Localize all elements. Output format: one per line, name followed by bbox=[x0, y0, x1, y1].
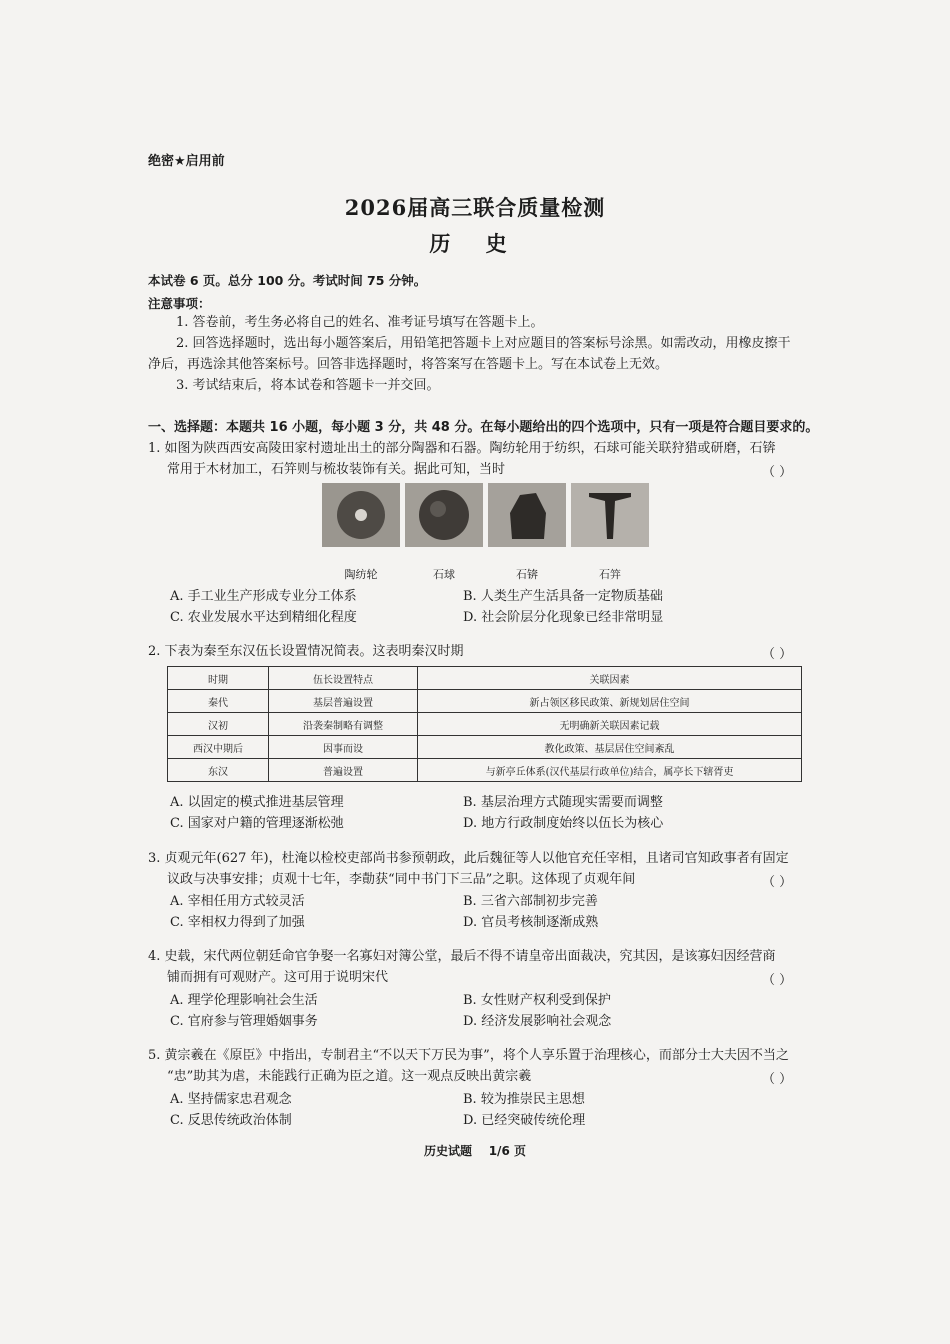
caption-stone-adze: 石锛 bbox=[516, 568, 538, 581]
q3-option-b[interactable]: B. 三省六部制初步完善 bbox=[463, 894, 598, 909]
q1-answer-blank[interactable]: （ ） bbox=[762, 465, 793, 480]
q1-stem-line2: 常用于木材加工，石笄则与梳妆装饰有关。据此可知，当时 bbox=[167, 462, 506, 477]
q5-option-c[interactable]: C. 反思传统政治体制 bbox=[170, 1113, 292, 1128]
q3-stem-line1: 3. 贞观元年(627 年)，杜淹以检校吏部尚书参预朝政，此后魏征等人以他官充任宰相，且诸司官知政事者有固定 bbox=[148, 851, 789, 866]
q1-option-b[interactable]: B. 人类生产生活具备一定物质基础 bbox=[463, 589, 663, 604]
table-header-cell: 关联因素 bbox=[418, 667, 802, 690]
q4-answer-blank[interactable]: （ ） bbox=[762, 973, 793, 988]
table-header-row bbox=[168, 667, 802, 690]
table-cell: 东汉 bbox=[168, 759, 269, 782]
notice-item-1: 1. 答卷前，考生务必将自己的姓名、准考证号填写在答题卡上。 bbox=[176, 315, 544, 330]
q2-option-a[interactable]: A. 以固定的模式推进基层管理 bbox=[170, 795, 344, 810]
q2-answer-blank[interactable]: （ ） bbox=[762, 647, 793, 662]
q5-stem-line1: 5. 黄宗羲在《原臣》中指出，专制君主“不以天下万民为事”，将个人享乐置于治理核心，而部分士大夫因不当之 bbox=[148, 1048, 789, 1063]
table-cell: 与新亭丘体系(汉代基层行政单位)结合，属亭长下辖胥吏 bbox=[418, 759, 802, 782]
table-cell: 无明确新关联因素记载 bbox=[418, 713, 802, 736]
q5-option-d[interactable]: D. 已经突破传统伦理 bbox=[463, 1113, 586, 1128]
table-cell: 秦代 bbox=[168, 690, 269, 713]
notice-item-2-cont: 净后，再选涂其他答案标号。回答非选择题时，将答案写在答题卡上。写在本试卷上无效。 bbox=[148, 357, 669, 372]
notice-label: 注意事项： bbox=[148, 296, 211, 311]
stone-ball-icon bbox=[405, 483, 483, 547]
q3-stem-line2: 议政与决事安排；贞观十七年，李勣获“同中书门下三品”之职。这体现了贞观年间 bbox=[167, 872, 636, 887]
caption-stone-ball: 石球 bbox=[433, 568, 455, 581]
q4-option-a[interactable]: A. 理学伦理影响社会生活 bbox=[170, 993, 318, 1008]
table-cell: 沿袭秦制略有调整 bbox=[269, 713, 418, 736]
pottery-spindle-whorl-icon bbox=[322, 483, 400, 547]
table-cell: 汉初 bbox=[168, 713, 269, 736]
q1-option-c[interactable]: C. 农业发展水平达到精细化程度 bbox=[170, 610, 357, 625]
table-cell: 新占领区移民政策、新规划居住空间 bbox=[418, 690, 802, 713]
q5-answer-blank[interactable]: （ ） bbox=[762, 1072, 793, 1087]
q1-option-d[interactable]: D. 社会阶层分化现象已经非常明显 bbox=[463, 610, 664, 625]
q2-table bbox=[167, 666, 802, 782]
table-row bbox=[168, 690, 802, 713]
table-cell: 因事而设 bbox=[269, 736, 418, 759]
table-cell: 普遍设置 bbox=[269, 759, 418, 782]
table-row bbox=[168, 759, 802, 782]
confidential-mark: 绝密★启用前 bbox=[148, 154, 225, 169]
q4-stem-line2: 铺而拥有可观财产。这可用于说明宋代 bbox=[167, 970, 389, 985]
notice-item-3: 3. 考试结束后，将本试卷和答题卡一并交回。 bbox=[176, 378, 440, 393]
exam-info: 本试卷 6 页。总分 100 分。考试时间 75 分钟。 bbox=[148, 273, 427, 288]
table-row bbox=[168, 713, 802, 736]
q3-answer-blank[interactable]: （ ） bbox=[762, 875, 793, 890]
page-footer: 历史试题 1/6 页 bbox=[424, 1144, 526, 1158]
q3-option-a[interactable]: A. 宰相任用方式较灵活 bbox=[170, 894, 305, 909]
section-heading: 一、选择题：本题共 16 小题，每小题 3 分，共 48 分。在每小题给出的四个选项中，只有一项是符合题目要求的。 bbox=[148, 420, 819, 435]
table-cell: 基层普遍设置 bbox=[269, 690, 418, 713]
q2-option-d[interactable]: D. 地方行政制度始终以伍长为核心 bbox=[463, 816, 664, 831]
notice-item-2: 2. 回答选择题时，选出每小题答案后，用铅笔把答题卡上对应题目的答案标号涂黑。如需改动，用橡皮擦干 bbox=[176, 336, 791, 351]
caption-stone-hairpin: 石笄 bbox=[599, 568, 621, 581]
stone-adze-icon bbox=[488, 483, 566, 547]
table-cell: 西汉中期后 bbox=[168, 736, 269, 759]
q4-option-b[interactable]: B. 女性财产权利受到保护 bbox=[463, 993, 611, 1008]
q2-option-c[interactable]: C. 国家对户籍的管理逐渐松弛 bbox=[170, 816, 344, 831]
q4-option-d[interactable]: D. 经济发展影响社会观念 bbox=[463, 1014, 612, 1029]
q4-stem-line1: 4. 史载，宋代两位朝廷命官争娶一名寡妇对簿公堂，最后不得不请皇帝出面裁决，究其因，是该寡妇因经营商 bbox=[148, 949, 776, 964]
q5-option-a[interactable]: A. 坚持儒家忠君观念 bbox=[170, 1092, 292, 1107]
q3-option-c[interactable]: C. 宰相权力得到了加强 bbox=[170, 915, 305, 930]
caption-pottery-spindle-whorl: 陶纺轮 bbox=[344, 568, 378, 581]
q5-stem-line2: “忠”助其为虐，未能践行正确为臣之道。这一观点反映出黄宗羲 bbox=[167, 1069, 532, 1084]
table-header-cell: 伍长设置特点 bbox=[269, 667, 418, 690]
stone-hairpin-icon bbox=[571, 483, 649, 547]
q1-option-a[interactable]: A. 手工业生产形成专业分工体系 bbox=[170, 589, 357, 604]
table-row bbox=[168, 736, 802, 759]
subject-title: 历 史 bbox=[429, 231, 521, 256]
table-cell: 教化政策、基层居住空间紊乱 bbox=[418, 736, 802, 759]
q2-option-b[interactable]: B. 基层治理方式随现实需要而调整 bbox=[463, 795, 663, 810]
exam-title: 2026届高三联合质量检测 bbox=[344, 195, 606, 220]
q4-option-c[interactable]: C. 官府参与管理婚姻事务 bbox=[170, 1014, 318, 1029]
table-header-cell: 时期 bbox=[168, 667, 269, 690]
q5-option-b[interactable]: B. 较为推崇民主思想 bbox=[463, 1092, 585, 1107]
q2-stem-line1: 2. 下表为秦至东汉伍长设置情况简表。这表明秦汉时期 bbox=[148, 644, 464, 659]
q1-stem-line1: 1. 如图为陕西西安高陵田家村遗址出土的部分陶器和石器。陶纺轮用于纺织，石球可能关联狩猎或研磨，石锛 bbox=[148, 441, 776, 456]
q3-option-d[interactable]: D. 官员考核制逐渐成熟 bbox=[463, 915, 599, 930]
